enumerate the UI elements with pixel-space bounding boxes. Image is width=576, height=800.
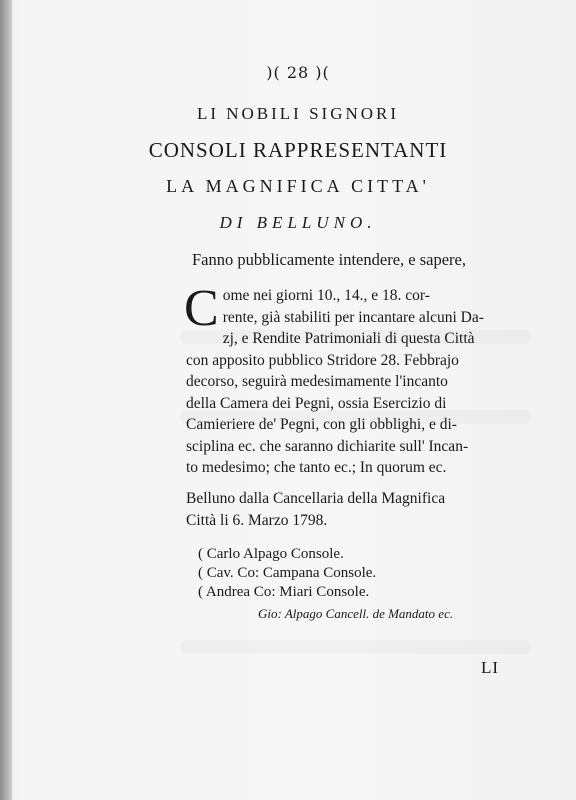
body-line: Camieriere de' Pegni, con gli obblighi, e di- bbox=[186, 416, 457, 433]
body-line: to medesimo; che tanto ec.; In quorum ec. bbox=[186, 459, 447, 476]
catchword: LI bbox=[481, 658, 500, 677]
dateline-line-1: Belluno dalla Cancellaria della Magnifica bbox=[186, 490, 446, 507]
body-line: della Camera dei Pegni, ossia Esercizio di bbox=[186, 394, 447, 412]
body-line: zj, e Rendite Patrimoniali di questa Città bbox=[222, 330, 475, 347]
subheading: Fanno pubblicamente intendere, e sapere, bbox=[192, 250, 466, 269]
heading-line-1: LI NOBILI SIGNORI bbox=[196, 104, 400, 123]
signature-line: ( Andrea Co: Miari Console. bbox=[198, 584, 370, 600]
signature-block bbox=[198, 545, 528, 602]
dateline bbox=[186, 488, 526, 531]
proclamation-body bbox=[184, 280, 526, 479]
body-line: ome nei giorni 10., 14., e 18. cor- bbox=[222, 287, 430, 304]
heading-line-2: CONSOLI RAPPRESENTANTI bbox=[148, 138, 448, 162]
body-line: con apposito pubblico Stridore 28. Febbrajo bbox=[186, 351, 459, 369]
heading-line-4: DI BELLUNO. bbox=[219, 213, 377, 232]
signature-line: ( Cav. Co: Campana Console. bbox=[198, 565, 377, 581]
chancellor-line: Gio: Alpago Cancell. de Mandato ec. bbox=[258, 606, 454, 621]
page-number: )( 28 )( bbox=[266, 63, 330, 82]
body-line: rente, già stabiliti per incantare alcuni Da- bbox=[222, 308, 484, 326]
signature-line: ( Carlo Alpago Console. bbox=[198, 546, 344, 562]
body-line: sciplina ec. che saranno dichiarite sull' Incan- bbox=[186, 437, 469, 455]
dateline-line-2: Città li 6. Marzo 1798. bbox=[186, 511, 328, 529]
show-through bbox=[180, 640, 530, 654]
body-line: decorso, seguirà medesimamente l'incanto bbox=[186, 373, 448, 390]
drop-cap: C bbox=[184, 280, 219, 337]
heading-line-3: LA MAGNIFICA CITTA' bbox=[166, 176, 430, 196]
